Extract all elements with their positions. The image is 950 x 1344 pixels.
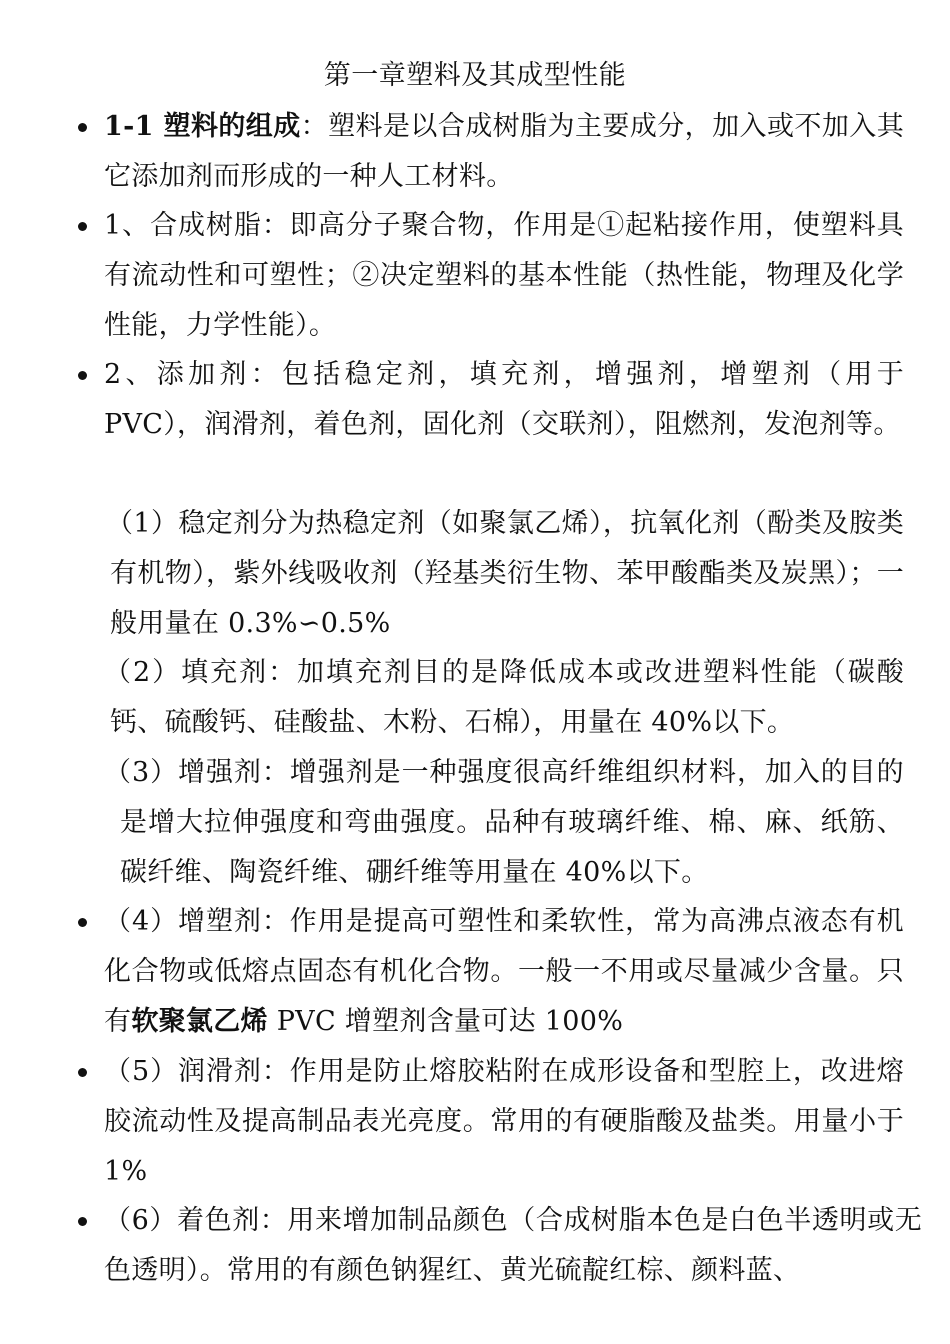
bullet-icon (78, 1217, 87, 1226)
paragraph-additives: 2、添加剂：包括稳定剂，填充剂，增强剂，增塑剂（用于PVC），润滑剂，着色剂，固化剂（交联剂），阻燃剂，发泡剂等。 (104, 359, 904, 440)
paragraph-filler: （2）填充剂：加填充剂目的是降低成本或改进塑料性能（碳酸钙、硫酸钙、硅酸盐、木粉、石棉），用量在 40%以下。 (104, 657, 904, 738)
page-title: 第一章塑料及其成型性能 (323, 60, 627, 91)
bullet-icon (78, 371, 87, 380)
paragraph-lubricant: （5）润滑剂：作用是防止熔胶粘附在成形设备和型腔上，改进熔胶流动性及提高制品表光亮度。常用的有硬脂酸及盐类。用量小于 1% (104, 1056, 904, 1187)
paragraph-synthetic-resin: 1、合成树脂：即高分子聚合物，作用是①起粘接作用，使塑料具有流动性和可塑性；②决定塑料的基本性能（热性能，物理及化学性能，力学性能）。 (104, 210, 904, 341)
paragraph-plasticizer (104, 897, 904, 1047)
paragraph-reinforcement: （3）增强剂：增强剂是一种强度很高纤维组织材料，加入的目的是增大拉伸强度和弯曲强度。品种有玻璃纤维、棉、麻、纸筋、碳纤维、陶瓷纤维、硼纤维等用量在 40%以下。 (104, 757, 904, 888)
paragraph-text: ：塑料是以合成树脂为主要成分，加入或不加入其它添加剂而形成的一种人工材料。 (104, 111, 904, 192)
paragraph-text-end: PVC 增塑剂含量可达 100% (267, 1006, 624, 1037)
bullet-icon (78, 222, 87, 231)
paragraph-colorant: （6）着色剂：用来增加制品颜色（合成树脂本色是白色半透明或无色透明）。常用的有颜色钠猩红、黄光硫靛红棕、颜料蓝、 (104, 1205, 922, 1286)
paragraph-text: （4）增塑剂：作用是提高可塑性和柔软性，常为高沸点液态有机化合物或低熔点固态有机化合物。一般一不用或尽量减少含量。只有 (104, 906, 904, 1037)
bullet-icon (78, 918, 87, 927)
paragraph-stabilizer: （1）稳定剂分为热稳定剂（如聚氯乙烯），抗氧化剂（酚类及胺类有机物），紫外线吸收剂（羟基类衍生物、苯甲酸酯类及炭黑）；一般用量在 0.3%∽0.5% (106, 508, 904, 639)
paragraph-1-1-composition (104, 102, 904, 202)
bullet-icon (78, 1068, 87, 1077)
bullet-icon (78, 123, 87, 132)
section-heading: 1-1 塑料的组成 (104, 111, 301, 142)
emphasis-text: 软聚氯乙烯 (131, 1006, 268, 1037)
